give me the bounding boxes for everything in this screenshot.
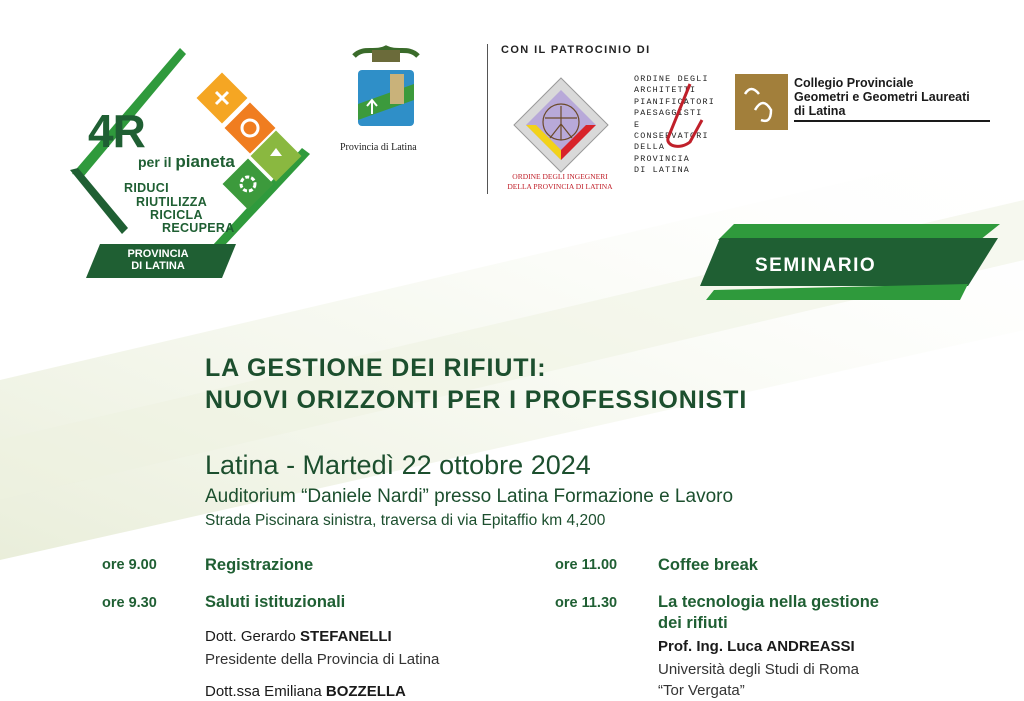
logo-r-item: RIUTILIZZA xyxy=(136,195,208,209)
program-time: ore 11.00 xyxy=(555,557,618,573)
speaker-role: Presidente della Provincia di Latina xyxy=(205,651,440,668)
provincia-coat-of-arms xyxy=(344,44,428,140)
logo-4r-text: 4R xyxy=(88,105,145,157)
program-time: ore 9.00 xyxy=(102,557,157,573)
program-time: ore 11.30 xyxy=(555,595,618,611)
architetti-mark xyxy=(650,80,714,156)
provincia-label: Provincia di Latina xyxy=(340,142,417,153)
program-item: Registrazione xyxy=(205,556,314,574)
logo-r-item: RICICLA xyxy=(150,208,203,222)
seminario-label: SEMINARIO xyxy=(755,255,877,276)
event-venue: Auditorium “Daniele Nardi” presso Latina Formazione e Lavoro xyxy=(205,486,734,507)
logo-r-item: RECUPERA xyxy=(162,221,235,235)
event-title: LA GESTIONE DEI RIFIUTI: NUOVI ORIZZONTI PER I PROFESSIONISTI xyxy=(205,354,748,414)
ingegneri-logo xyxy=(512,76,610,174)
logo-per-il-pianeta: per il pianeta xyxy=(138,152,235,171)
program-item: La tecnologia nella gestione dei rifiuti xyxy=(658,593,879,632)
speaker-name: Dott. Gerardo STEFANELLI xyxy=(205,628,392,645)
event-date: Latina - Martedì 22 ottobre 2024 xyxy=(205,450,591,480)
divider xyxy=(487,44,488,194)
logo-r-item: RIDUCI xyxy=(124,181,169,195)
provincia-tag-text: PROVINCIA DI LATINA xyxy=(127,248,189,272)
geometri-logo xyxy=(735,74,788,130)
speaker-name: Prof. Ing. Luca ANDREASSI xyxy=(658,638,855,655)
speaker-name: Dott.ssa Emiliana BOZZELLA xyxy=(205,683,406,700)
patrocinio-heading: CON IL PATROCINIO DI xyxy=(501,44,651,56)
program-time: ore 9.30 xyxy=(102,595,157,611)
ingegneri-name: ORDINE DEGLI INGEGNERI DELLA PROVINCIA DI LATINA xyxy=(507,172,613,191)
program-item: Coffee break xyxy=(658,556,758,574)
event-address: Strada Piscinara sinistra, traversa di via Epitaffio km 4,200 xyxy=(205,512,606,529)
geometri-name: Collegio Provinciale Geometri e Geometri Laureati di Latina xyxy=(794,76,970,118)
program-item: Saluti istituzionali xyxy=(205,593,346,611)
speaker-role: Università degli Studi di Roma “Tor Vergata” xyxy=(658,661,859,699)
geometri-underline xyxy=(794,120,990,122)
architetti-name: ORDINE DEGLI ARCHITETTI PIANIFICATORI PAESAGGISTI E CONSERVATORI DELLA PROVINCIA DI LATINA xyxy=(634,74,715,176)
